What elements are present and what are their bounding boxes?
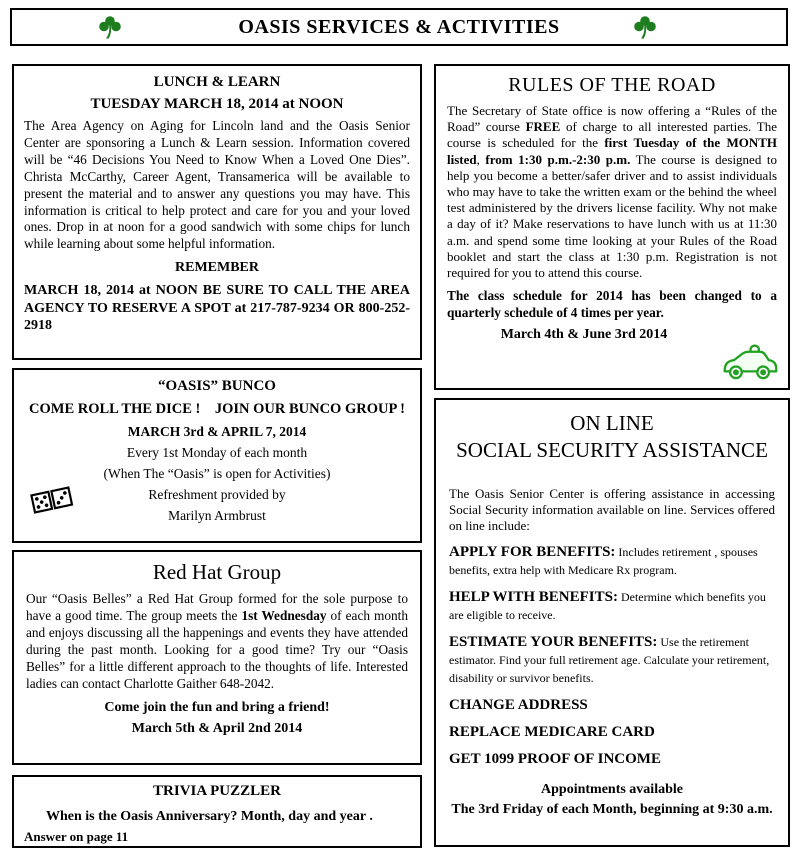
bunco-invite: COME ROLL THE DICE ! JOIN OUR BUNCO GROUP ! [29, 401, 405, 417]
trivia-answer-pointer: Answer on page 11 [24, 829, 129, 844]
service-item [449, 633, 775, 687]
event-date: TUESDAY MARCH 18, 2014 at NOON [90, 96, 344, 112]
section-body: The Area Agency on Aging for Lincoln land and the Oasis Senior Center are sponsoring a Lunch & Learn session. Information covered will be “46 Decisions You Need to Know When a Loved One Dies”. Christa McCarthy, Career Agent, Transamerica will be available to present the material and to answer any questions you may have. This information is critical to help protect and care for you and your loved ones. Drop in at noon for a good sandwich with some chips for lunch while learning about some helpful information. [24, 118, 410, 252]
car-icon [720, 341, 780, 383]
page-title: OASIS SERVICES & ACTIVITIES [238, 16, 560, 38]
service-label: APPLY FOR BENEFITS: [449, 544, 616, 560]
meeting-dates: March 5th & April 2nd 2014 [131, 721, 303, 737]
service-desc: Use the retirement estimator. Find your full retirement age. Calculate your retirement, disability or survivor benefits. [449, 635, 770, 685]
service-desc: Determine which benefits you are eligible to receive. [449, 590, 766, 622]
section-title: LUNCH & LEARN [153, 74, 281, 90]
service-item [449, 723, 775, 741]
service-label: HELP WITH BENEFITS: [449, 589, 618, 605]
remember-label: REMEMBER [175, 260, 259, 276]
service-label: CHANGE ADDRESS [449, 697, 588, 713]
service-label: ESTIMATE YOUR BENEFITS: [449, 634, 658, 650]
bunco-schedule: Every 1st Monday of each month [126, 445, 308, 460]
rules-of-the-road-section [434, 64, 790, 390]
trivia-question: When is the Oasis Anniversary? Month, day and year . [46, 809, 373, 824]
service-item [449, 696, 775, 714]
service-label: GET 1099 PROOF OF INCOME [449, 751, 661, 767]
section-title: Red Hat Group [152, 560, 282, 584]
refreshment-label: Refreshment provided by [148, 487, 286, 502]
service-desc: Includes retirement , spouses benefits, extra help with Medicare Rx program. [449, 545, 758, 577]
service-label: REPLACE MEDICARE CARD [449, 724, 655, 740]
service-item [449, 588, 775, 624]
bunco-note: (When The “Oasis” is open for Activities) [103, 466, 331, 481]
section-title: TRIVIA PUZZLER [153, 783, 281, 799]
social-security-section [434, 398, 790, 847]
join-invite: Come join the fun and bring a friend! [104, 700, 330, 716]
section-title: “OASIS” BUNCO [158, 378, 276, 394]
lunch-and-learn-section [12, 64, 422, 360]
service-item [449, 543, 775, 579]
red-hat-group-section [12, 550, 422, 765]
appointments-label: Appointments available [541, 782, 683, 797]
section-title-line1: ON LINE [570, 411, 654, 435]
appointments-detail: The 3rd Friday of each Month, beginning at 9:30 a.m. [451, 802, 773, 817]
section-title-line2: SOCIAL SECURITY ASSISTANCE [456, 438, 768, 462]
reservation-notice: MARCH 18, 2014 at NOON BE SURE TO CALL THE AREA AGENCY TO RESERVE A SPOT at 217-787-9234 OR 800-252-2918 [24, 283, 410, 334]
page-header [10, 8, 788, 46]
trivia-puzzler-section [12, 775, 422, 848]
section-body: The Secretary of State office is now offering a “Rules of the Road” course FREE of charge to all interested parties. The course is scheduled for the first Tuesday of the MONTH listed, from 1:30 p.m.-2:30 p.m. The course is designed to help you become a better/safer driver and to assist individuals who may have to take the written exam or the behind the wheel test administered by the drivers license facility. Why not make a day of it? Make reservations to have lunch with us at 11:30 a.m. and spend some time looking at your Rules of the Road booklet and start the class at 1:30 p.m. Registration is not required for you to attend this course. [447, 103, 778, 281]
service-item [449, 750, 775, 768]
bunco-section [12, 368, 422, 543]
section-intro: The Oasis Senior Center is offering assistance in accessing Social Security information available on line. Services offered on line include: [449, 486, 775, 533]
section-title: RULES OF THE ROAD [508, 74, 716, 96]
bunco-dates: MARCH 3rd & APRIL 7, 2014 [127, 424, 307, 439]
shamrock-icon [632, 15, 658, 41]
section-body: Our “Oasis Belles” a Red Hat Group formed for the sole purpose to have a good time. The group meets the 1st Wednesday of each month and enjoys discussing all the happenings and events they have attended during the past month. Looking for a good time? Try our “Oasis Belles” for a little different approach to the thoughts of life. Interested ladies can contact Charlotte Gaither 648-2042. [26, 591, 408, 691]
schedule-note: The class schedule for 2014 has been changed to a quarterly schedule of 4 times per year. [447, 288, 777, 321]
dice-icon: ⚄⚂ [27, 482, 74, 521]
class-dates: March 4th & June 3rd 2014 [500, 327, 668, 343]
refreshment-provider: Marilyn Armbrust [168, 508, 266, 523]
